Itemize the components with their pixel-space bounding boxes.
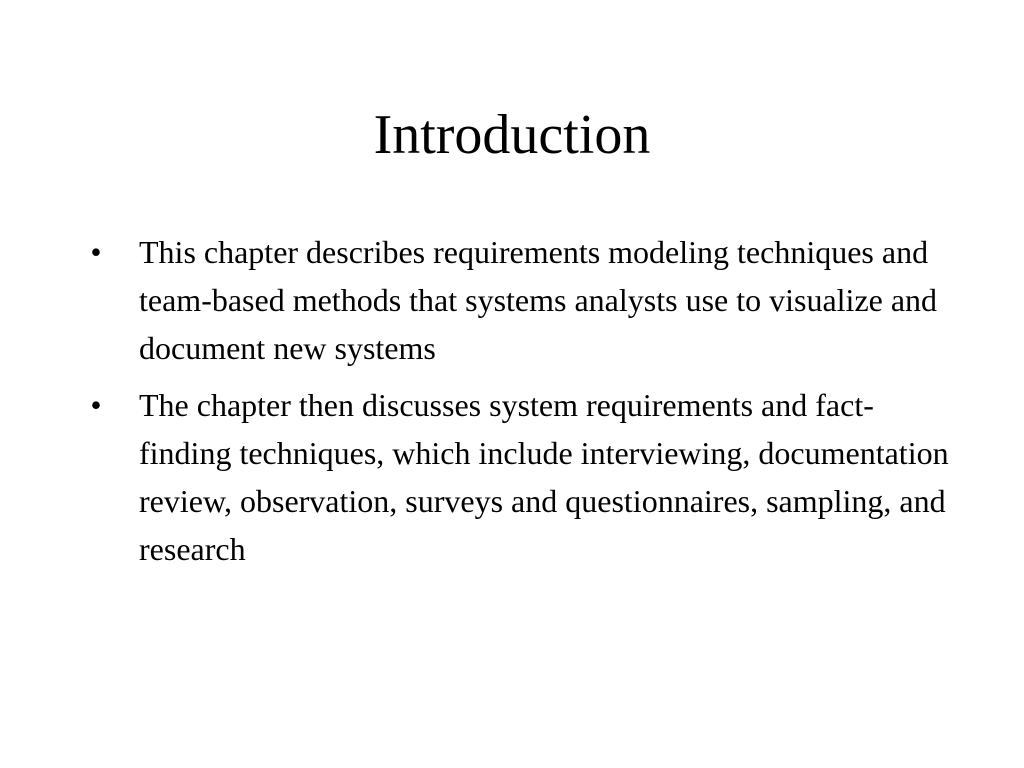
slide-title: Introduction bbox=[373, 104, 651, 166]
bullet-list bbox=[82, 228, 952, 582]
bullet-item bbox=[82, 381, 952, 573]
bullet-icon: • bbox=[90, 387, 102, 423]
bullet-text: The chapter then discusses system requirements and fact-finding techniques, which include interviewing, documentation review, observation, surveys and questionnaires, sampling, and research bbox=[139, 387, 949, 567]
bullet-text: This chapter describes requirements modeling techniques and team-based methods that systems analysts use to visualize and document new systems bbox=[139, 234, 938, 366]
bullet-icon: • bbox=[90, 234, 102, 270]
bullet-item bbox=[82, 228, 952, 372]
